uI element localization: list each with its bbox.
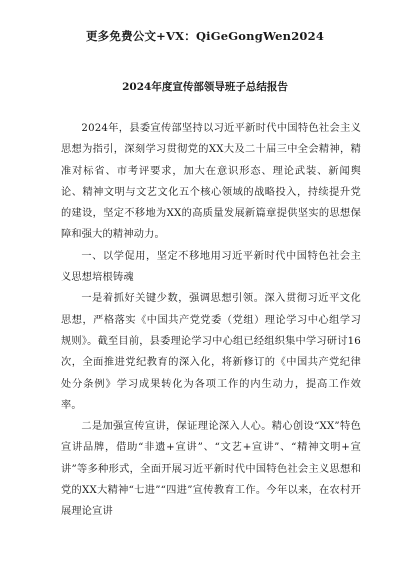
paragraph-point-2: 二是加强宣传宣讲，保证理论深入人心。精心创设“XX”特色宣讲品牌，借助“非遗+宣讲”、“文艺+宣讲”、“精神文明+宣讲”等多种形式，全面开展习近平新时代中国特色社会主义思想和党的XX大精神“七进”“四进”宣传教育工作。今年以来，在农村开展理论宣讲 bbox=[61, 421, 361, 518]
section-heading-1: 一、以学促用，坚定不移地用习近平新时代中国特色社会主义思想培根铸魂 bbox=[61, 250, 361, 284]
promo-header: 更多免费公文+VX：QiGeGongWen2024 bbox=[85, 29, 325, 43]
paragraph-point-1: 一是着抓好关键少数，强调思想引领。深入贯彻习近平文化思想，严格落实《中国共产党党委（党组）理论学习中心组学习规则》。截至目前，县委理论学习中心组已经组织集中学习研讨16次，全面推进党纪教育的深入化，将新修订的《中国共产党纪律处分条例》学习成果转化为各项工作的内生动力，提高工作效率。 bbox=[61, 293, 361, 411]
paragraph-intro: 2024年，县委宣传部坚持以习近平新时代中国特色社会主义思想为指引，深刻学习贯彻党的XX大及二十届三中全会精神，精准对标省、市考评要求，加大在意识形态、理论武装、新闻舆论、精神文明与文艺文化五个核心领域的战略投入，持续提升党的建设，坚定不移地为XX的高质量发展新篇章提供坚实的思想保障和强大的精神动力。 bbox=[61, 123, 361, 241]
document-body bbox=[61, 118, 361, 523]
document-title: 2024年度宣传部领导班子总结报告 bbox=[122, 81, 288, 93]
